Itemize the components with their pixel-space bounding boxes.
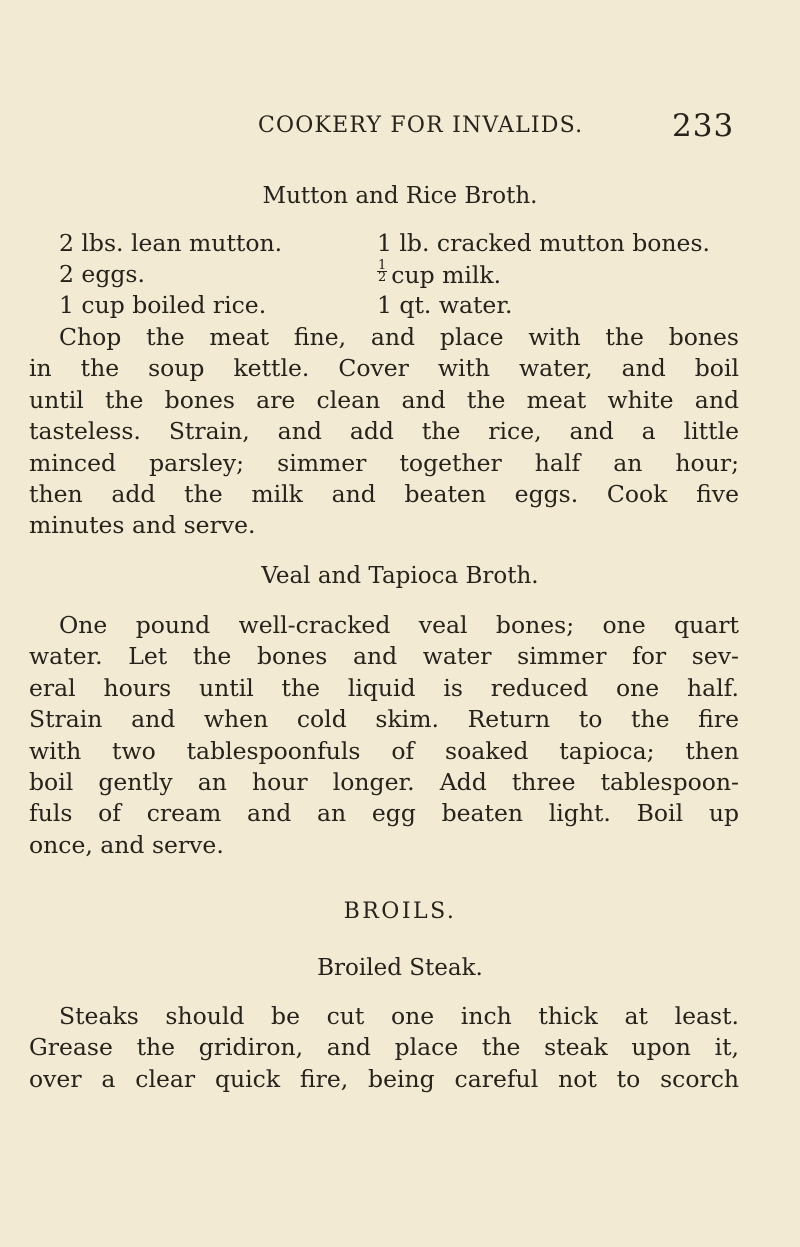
text-line: Steaks should be cut one inch thick at least. <box>59 1002 739 1030</box>
fraction-numerator: 1 <box>378 258 387 273</box>
text-line: tasteless. Strain, and add the rice, and a little <box>29 417 739 446</box>
ingredient-item <box>377 260 501 289</box>
text-line: fuls of cream and an egg beaten light. Boil up <box>29 799 739 828</box>
text-line: until the bones are clean and the meat white and <box>29 385 739 414</box>
text-line: over a clear quick fire, being careful not to scorch <box>29 1064 739 1093</box>
ingredient-text: cup milk. <box>391 261 502 289</box>
section-title-broils: BROILS. <box>343 899 457 924</box>
text-line: boil gently an hour longer. Add three tablespoon- <box>29 767 739 796</box>
text-line: eral hours until the liquid is reduced one half. <box>29 673 739 702</box>
text-line: once, and serve. <box>29 830 224 859</box>
running-title: COOKERY FOR INVALIDS. <box>258 113 584 138</box>
text-line: Strain and when cold skim. Return to the fire <box>29 705 739 734</box>
text-line: Chop the meat fine, and place with the bones <box>59 323 739 351</box>
ingredient-item: 1 qt. water. <box>377 291 513 319</box>
recipe-title-mutton-rice-broth: Mutton and Rice Broth. <box>262 183 538 209</box>
ingredient-list <box>59 229 739 322</box>
text-line: then add the milk and beaten eggs. Cook five <box>29 479 739 508</box>
text-line: in the soup kettle. Cover with water, and boil <box>29 354 739 383</box>
fraction-denominator: 2 <box>378 270 387 285</box>
ingredient-row <box>59 291 739 322</box>
recipe-body-mutton <box>29 322 739 542</box>
ingredient-item: 1 cup boiled rice. <box>59 291 267 319</box>
ingredient-row <box>59 260 739 291</box>
half-fraction <box>377 260 387 283</box>
recipe-body-veal <box>29 610 739 861</box>
page-number: 233 <box>672 108 735 144</box>
text-line: minutes and serve. <box>29 511 256 540</box>
ingredient-row <box>59 229 739 260</box>
text-line: water. Let the bones and water simmer for sev- <box>29 642 739 671</box>
text-line: Grease the gridiron, and place the steak upon it, <box>29 1033 739 1062</box>
ingredient-item: 2 eggs. <box>59 260 145 288</box>
ingredient-item: 2 lbs. lean mutton. <box>59 229 283 257</box>
running-head <box>0 108 800 148</box>
ingredient-item: 1 lb. cracked mutton bones. <box>377 229 710 257</box>
recipe-title-broiled-steak: Broiled Steak. <box>317 955 483 981</box>
recipe-body-steak <box>29 1001 739 1095</box>
recipe-title-veal-tapioca-broth: Veal and Tapioca Broth. <box>261 563 539 589</box>
text-line: One pound well-cracked veal bones; one quart <box>59 611 739 639</box>
text-line: minced parsley; simmer together half an hour; <box>29 448 739 477</box>
text-line: with two tablespoonfuls of soaked tapioca; then <box>29 736 739 765</box>
